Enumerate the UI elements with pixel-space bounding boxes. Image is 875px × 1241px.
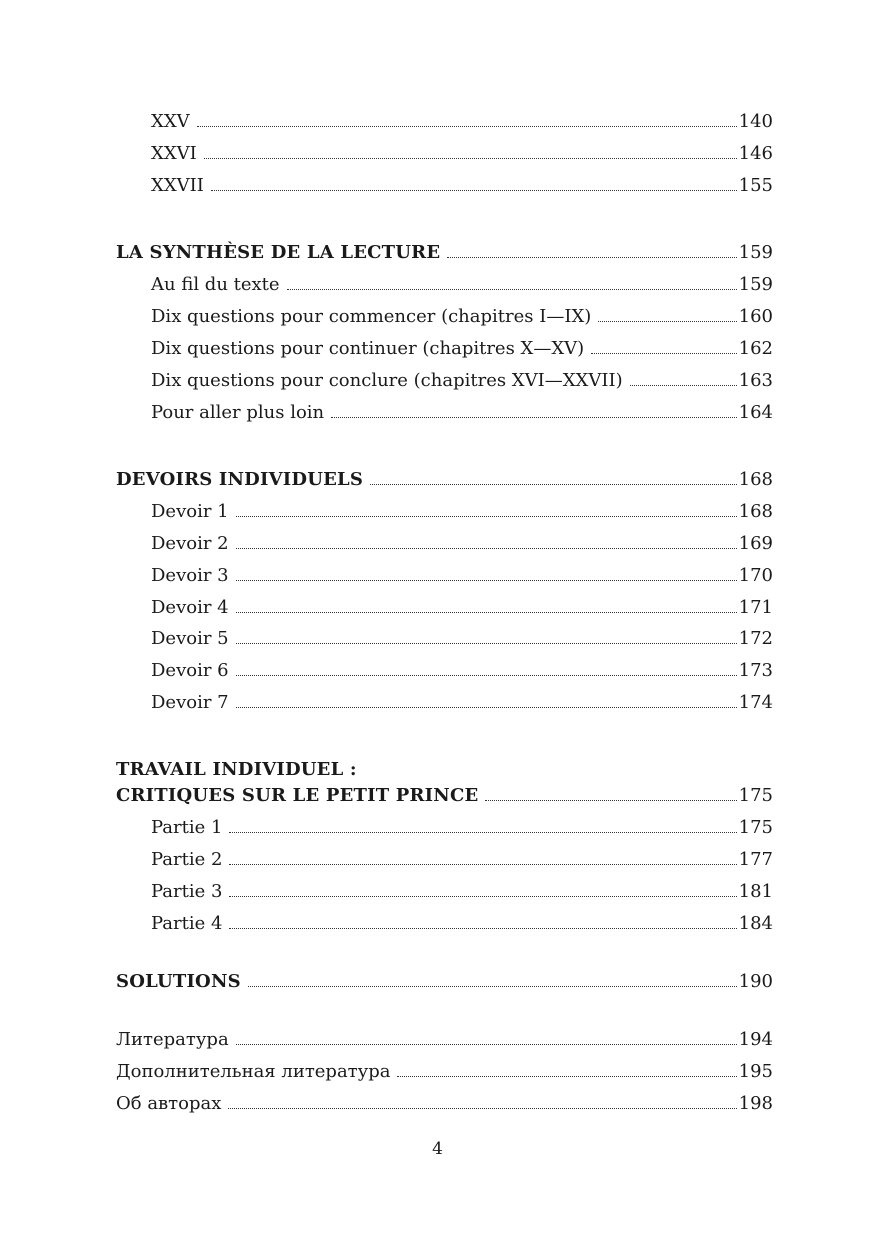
toc-entry-page: 171 <box>738 597 773 618</box>
dot-leader <box>630 384 737 386</box>
toc-section-solutions[interactable] <box>116 971 773 993</box>
dot-leader <box>287 288 737 290</box>
dot-leader <box>236 674 737 676</box>
dot-leader <box>204 157 737 159</box>
toc-entry-chapter-xxv[interactable] <box>151 111 773 133</box>
toc-entry-page: 160 <box>738 306 773 327</box>
toc-section-page: 159 <box>738 242 773 263</box>
dot-leader <box>331 416 737 418</box>
toc-entry-page: 159 <box>738 274 773 295</box>
toc-entry-devoir-5[interactable] <box>151 628 773 650</box>
toc-section-title: SOLUTIONS <box>116 971 241 992</box>
toc-entry-title: Partie 4 <box>151 913 223 934</box>
toc-entry-title: XXV <box>151 111 190 132</box>
toc-entry-title: Devoir 4 <box>151 597 229 618</box>
toc-entry-ob-avtorakh[interactable] <box>116 1093 773 1115</box>
toc-entry-devoir-3[interactable] <box>151 565 773 587</box>
toc-entry-au-fil-du-texte[interactable] <box>151 274 773 296</box>
toc-entry-title: Partie 2 <box>151 849 223 870</box>
toc-entry-title: XXVII <box>151 175 204 196</box>
toc-entry-title: Dix questions pour continuer (chapitres X—XV) <box>151 338 585 359</box>
toc-entry-title: Devoir 2 <box>151 533 229 554</box>
toc-entry-title: Devoir 1 <box>151 501 229 522</box>
toc-entry-title: Partie 1 <box>151 817 223 838</box>
dot-leader <box>236 642 737 644</box>
toc-entry-page: 194 <box>738 1029 773 1050</box>
toc-section-title: DEVOIRS INDIVIDUELS <box>116 469 364 490</box>
toc-entry-devoir-2[interactable] <box>151 533 773 555</box>
toc-entry-partie-1[interactable] <box>151 817 773 839</box>
dot-leader <box>229 863 736 865</box>
toc-section-page: 168 <box>738 469 773 490</box>
toc-entry-devoir-1[interactable] <box>151 501 773 523</box>
toc-entry-page: 162 <box>738 338 773 359</box>
dot-leader <box>236 547 737 549</box>
toc-entry-partie-3[interactable] <box>151 881 773 903</box>
dot-leader <box>236 1043 737 1045</box>
dot-leader <box>236 611 737 613</box>
toc-entry-title: Devoir 6 <box>151 660 229 681</box>
dot-leader <box>229 927 736 929</box>
toc-entry-title: Devoir 3 <box>151 565 229 586</box>
dot-leader <box>598 320 736 322</box>
toc-entry-title: Partie 3 <box>151 881 223 902</box>
dot-leader <box>591 352 736 354</box>
toc-entry-page: 198 <box>738 1093 773 1114</box>
toc-entry-page: 170 <box>738 565 773 586</box>
toc-entry-title: Dix questions pour conclure (chapitres XVI—XXVII) <box>151 370 623 391</box>
toc-entry-devoir-4[interactable] <box>151 597 773 619</box>
page-number: 4 <box>432 1139 443 1159</box>
toc-entry-devoir-7[interactable] <box>151 692 773 714</box>
toc-entry-page: 173 <box>738 660 773 681</box>
toc-entry-page: 168 <box>738 501 773 522</box>
toc-entry-title: Об авторах <box>116 1093 222 1114</box>
toc-entry-dop-literatura[interactable] <box>116 1061 773 1083</box>
toc-entry-title: Дополнительная литература <box>116 1061 391 1082</box>
dot-leader <box>236 579 737 581</box>
toc-entry-page: 172 <box>738 628 773 649</box>
toc-section-page: 190 <box>738 971 773 992</box>
toc-entry-page: 146 <box>738 143 773 164</box>
toc-section-devoirs[interactable] <box>116 469 773 491</box>
toc-entry-page: 181 <box>738 881 773 902</box>
toc-section-title: CRITIQUES SUR LE PETIT PRINCE <box>116 785 479 806</box>
toc-entry-questions-conclure[interactable] <box>151 370 773 392</box>
toc-section-travail-heading: TRAVAIL INDIVIDUEL : <box>116 759 357 780</box>
dot-leader <box>370 483 737 485</box>
toc-section-travail[interactable] <box>116 785 773 807</box>
toc-entry-page: 175 <box>738 817 773 838</box>
dot-leader <box>485 799 736 801</box>
toc-entry-pour-aller-plus-loin[interactable] <box>151 402 773 424</box>
dot-leader <box>228 1107 736 1109</box>
dot-leader <box>236 706 737 708</box>
toc-entry-title: Au fil du texte <box>151 274 280 295</box>
toc-entry-partie-2[interactable] <box>151 849 773 871</box>
toc-entry-title: Pour aller plus loin <box>151 402 325 423</box>
toc-entry-chapter-xxvii[interactable] <box>151 175 773 197</box>
toc-section-page: 175 <box>738 785 773 806</box>
dot-leader <box>211 189 737 191</box>
dot-leader <box>236 515 737 517</box>
dot-leader <box>197 125 737 127</box>
dot-leader <box>397 1075 736 1077</box>
toc-entry-page: 163 <box>738 370 773 391</box>
toc-entry-page: 195 <box>738 1061 773 1082</box>
toc-entry-questions-commencer[interactable] <box>151 306 773 328</box>
toc-entry-page: 140 <box>738 111 773 132</box>
dot-leader <box>447 256 736 258</box>
toc-entry-chapter-xxvi[interactable] <box>151 143 773 165</box>
toc-entry-page: 169 <box>738 533 773 554</box>
toc-entry-literatura[interactable] <box>116 1029 773 1051</box>
toc-entry-partie-4[interactable] <box>151 913 773 935</box>
toc-section-title: LA SYNTHÈSE DE LA LECTURE <box>116 242 441 263</box>
toc-entry-questions-continuer[interactable] <box>151 338 773 360</box>
toc-section-synthese[interactable] <box>116 242 773 264</box>
toc-entry-page: 164 <box>738 402 773 423</box>
toc-entry-title: Dix questions pour commencer (chapitres I—IX) <box>151 306 592 327</box>
toc-entry-page: 155 <box>738 175 773 196</box>
toc-entry-title: XXVI <box>151 143 197 164</box>
toc-entry-page: 174 <box>738 692 773 713</box>
toc-entry-page: 184 <box>738 913 773 934</box>
dot-leader <box>229 831 736 833</box>
toc-entry-title: Devoir 7 <box>151 692 229 713</box>
toc-entry-devoir-6[interactable] <box>151 660 773 682</box>
dot-leader <box>248 985 737 987</box>
dot-leader <box>229 895 736 897</box>
toc-entry-title: Devoir 5 <box>151 628 229 649</box>
toc-entry-page: 177 <box>738 849 773 870</box>
toc-entry-title: Литература <box>116 1029 229 1050</box>
